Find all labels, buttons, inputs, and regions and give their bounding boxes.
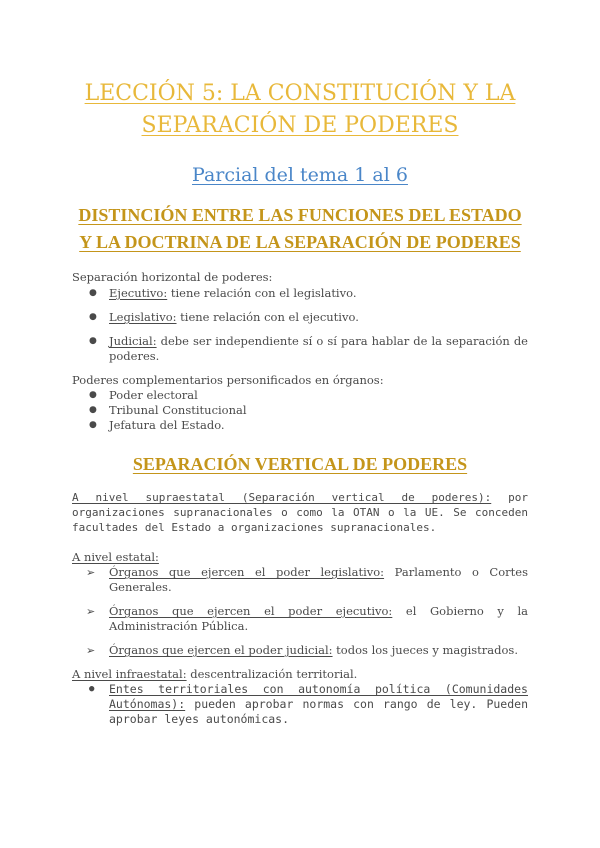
arrow-icon: ➢ (86, 644, 96, 657)
arrow-icon: ➢ (86, 566, 96, 579)
section-heading-functions: DISTINCIÓN ENTRE LAS FUNCIONES DEL ESTADO Y LA DOCTRINA DE LA SEPARACIÓN DE PODERES (78, 205, 522, 252)
bullet-icon: ● (89, 420, 97, 430)
arrow-icon: ➢ (86, 605, 96, 618)
list-item: ➢ Órganos que ejercen el poder legislativo: Parlamento o Cortes Generales. (86, 565, 528, 594)
infraestatal-paragraph: A nivel infraestatal: descentralización territorial. (72, 667, 358, 681)
list-item: ● Entes territoriales con autonomía política (Comunidades Autónomas): pueden aprobar normas con rango de ley. Pueden aprobar leyes autonómicas. (89, 682, 528, 726)
bullet-icon: ● (89, 405, 97, 415)
lesson-title: LECCIÓN 5: LA CONSTITUCIÓN Y LA SEPARACIÓN DE PODERES (84, 81, 516, 138)
bullet-icon: ● (89, 288, 97, 298)
lesson-subtitle: Parcial del tema 1 al 6 (192, 164, 408, 186)
bullet-icon: ● (89, 684, 95, 694)
list-item: ● Legislativo: tiene relación con el ejecutivo. (89, 310, 359, 324)
list-item: ● Judicial: debe ser independiente sí o sí para hablar de la separación de poderes. (89, 334, 528, 363)
bullet-icon: ● (89, 336, 97, 346)
bullet-icon: ● (89, 312, 97, 322)
list-item: ● Ejecutivo: tiene relación con el legislativo. (89, 286, 357, 300)
complementary-powers-list (72, 388, 528, 433)
estatal-organs-list (72, 565, 528, 658)
complementary-intro: Poderes complementarios personificados en órganos: (72, 373, 384, 387)
section-heading-vertical: SEPARACIÓN VERTICAL DE PODERES (132, 454, 468, 474)
list-item: ● Tribunal Constitucional (89, 403, 247, 417)
list-item: ● Poder electoral (89, 388, 198, 402)
supraestatal-paragraph: A nivel supraestatal (Separación vertical de poderes): por organizaciones supranacionales o como la OTAN o la UE. Se conceden facultades del Estado a organizaciones supranacionales. (72, 491, 528, 534)
infraestatal-list (72, 682, 528, 727)
horizontal-intro: Separación horizontal de poderes: (72, 270, 273, 284)
list-item: ● Jefatura del Estado. (89, 418, 225, 432)
bullet-icon: ● (89, 390, 97, 400)
horizontal-powers-list (72, 286, 528, 364)
list-item: ➢ Órganos que ejercen el poder ejecutivo: el Gobierno y la Administración Pública. (86, 604, 528, 633)
list-item: ➢ Órganos que ejercen el poder judicial: todos los jueces y magistrados. (86, 643, 518, 657)
estatal-label: A nivel estatal: (72, 550, 159, 564)
